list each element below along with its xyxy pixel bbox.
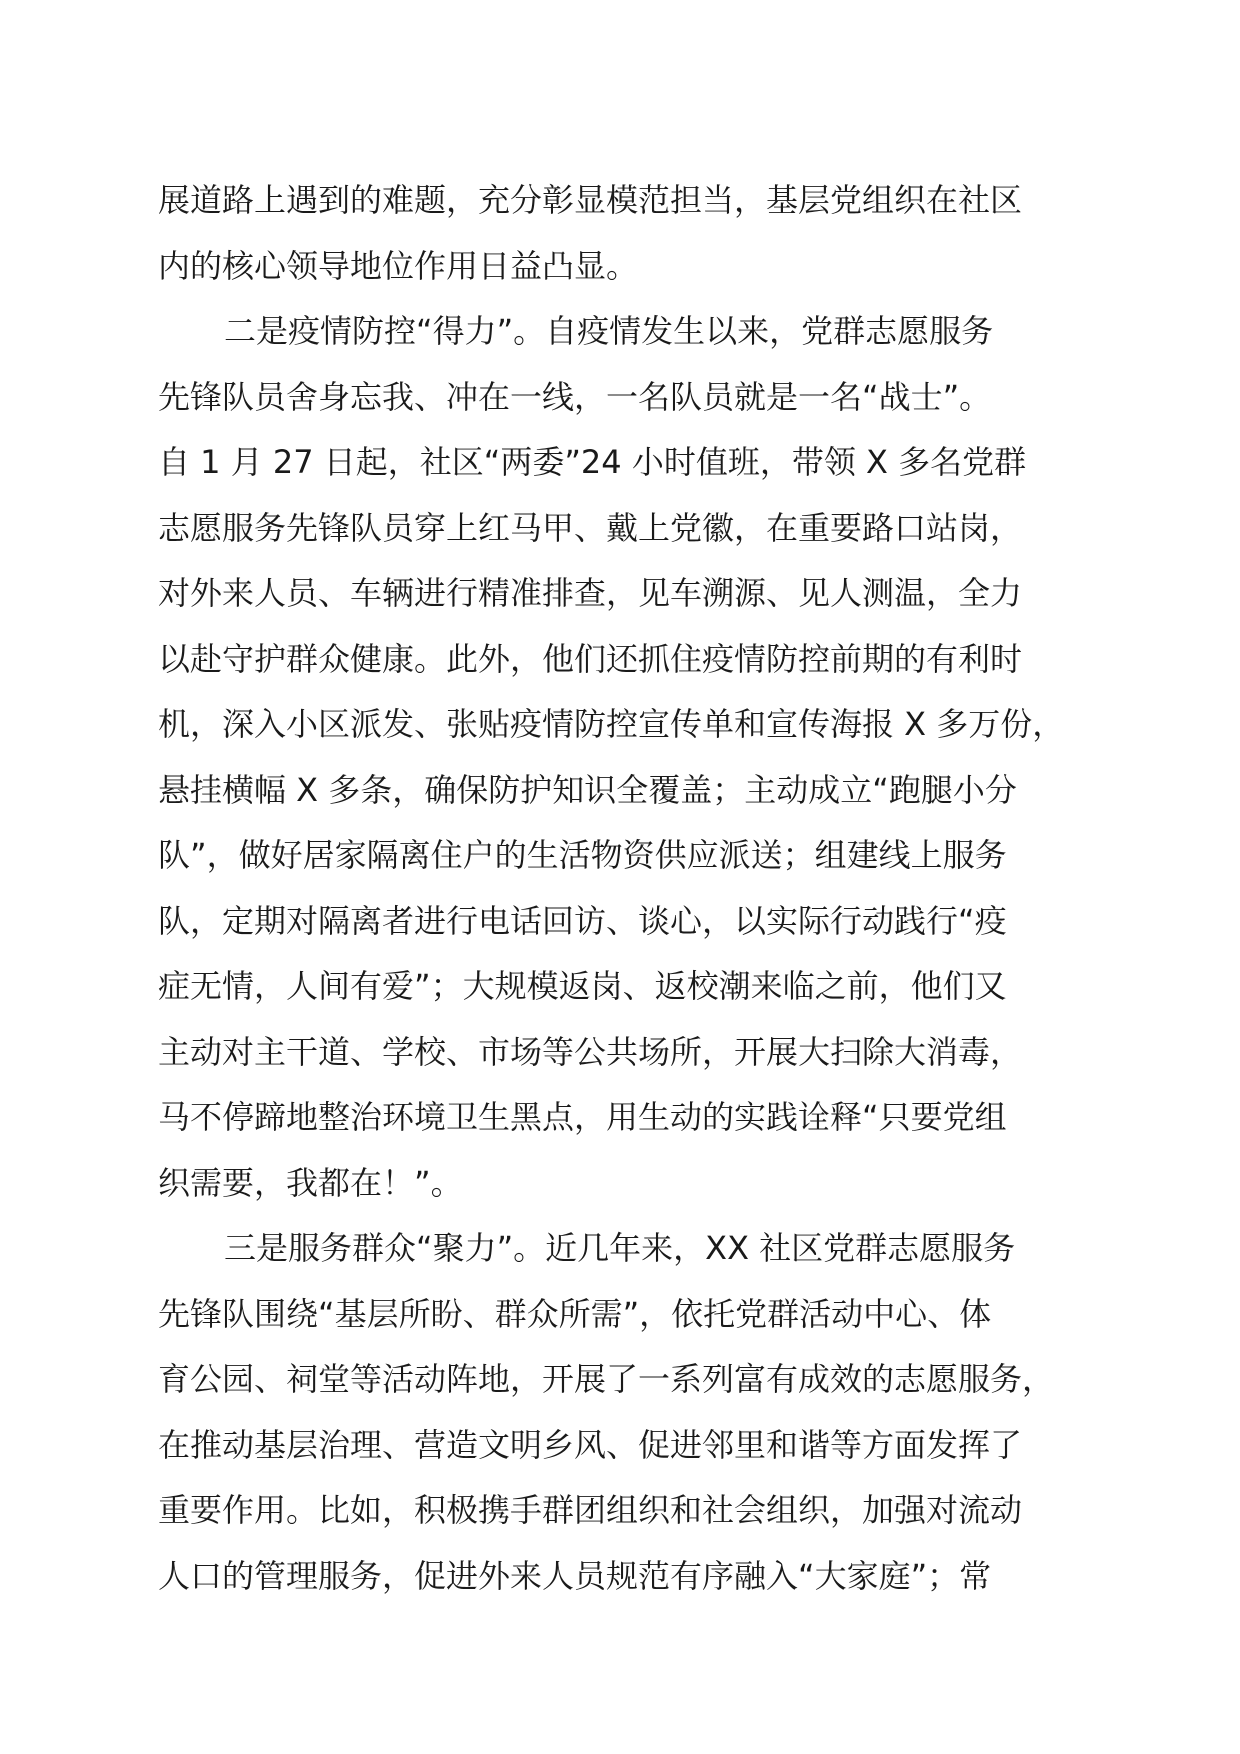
text-line: 主动对主干道、学校、市场等公共场所，开展大扫除大消毒，: [158, 1032, 1023, 1071]
paragraph-start-line: 二是疫情防控“得力”。自疫情发生以来，党群志愿服务: [224, 312, 994, 350]
text-line: 志愿服务先锋队员穿上红马甲、戴上党徽，在重要路口站岗，: [158, 508, 1023, 547]
text-line: 先锋队员舍身忘我、冲在一线，一名队员就是一名“战士”。: [158, 377, 992, 416]
text-line: 内的核心领导地位作用日益凸显。: [158, 246, 639, 285]
text-line: 机，深入小区派发、张贴疫情防控宣传单和宣传海报 X 多万份，: [158, 705, 1065, 743]
text-line: 自 1 月 27 日起，社区“两委”24 小时值班，带领 X 多名党群: [158, 443, 1027, 481]
body-text: [158, 168, 1118, 1609]
text-line: 马不停蹄地整治环境卫生黑点，用生动的实践诠释“只要党组: [158, 1098, 1007, 1136]
paragraph-start-line: 三是服务群众“聚力”。近几年来，XX 社区党群志愿服务: [224, 1229, 1016, 1267]
text-line: 先锋队围绕“基层所盼、群众所需”，依托党群活动中心、体: [158, 1294, 992, 1333]
text-line: 人口的管理服务，促进外来人员规范有序融入“大家庭”；常: [158, 1556, 992, 1595]
text-line: 在推动基层治理、营造文明乡风、促进邻里和谐等方面发挥了: [158, 1425, 1023, 1464]
text-line: 队”，做好居家隔离住户的生活物资供应派送；组建线上服务: [158, 836, 1007, 874]
text-line: 队，定期对隔离者进行电话回访、谈心，以实际行动践行“疫: [158, 901, 1007, 940]
text-line: 重要作用。比如，积极携手群团组织和社会组织，加强对流动: [158, 1491, 1023, 1529]
text-line: 织需要，我都在！”。: [158, 1163, 463, 1202]
text-line: 悬挂横幅 X 多条，确保防护知识全覆盖；主动成立“跑腿小分: [158, 770, 1017, 809]
text-line: 以赴守护群众健康。此外，他们还抓住疫情防控前期的有利时: [158, 639, 1023, 678]
text-line: 对外来人员、车辆进行精准排查，见车溯源、见人测温，全力: [158, 574, 1023, 612]
text-line: 展道路上遇到的难题，充分彰显模范担当，基层党组织在社区: [158, 181, 1023, 219]
text-line: 育公园、祠堂等活动阵地，开展了一系列富有成效的志愿服务，: [158, 1360, 1055, 1398]
text-line: 症无情，人间有爱”；大规模返岗、返校潮来临之前，他们又: [158, 967, 1007, 1005]
